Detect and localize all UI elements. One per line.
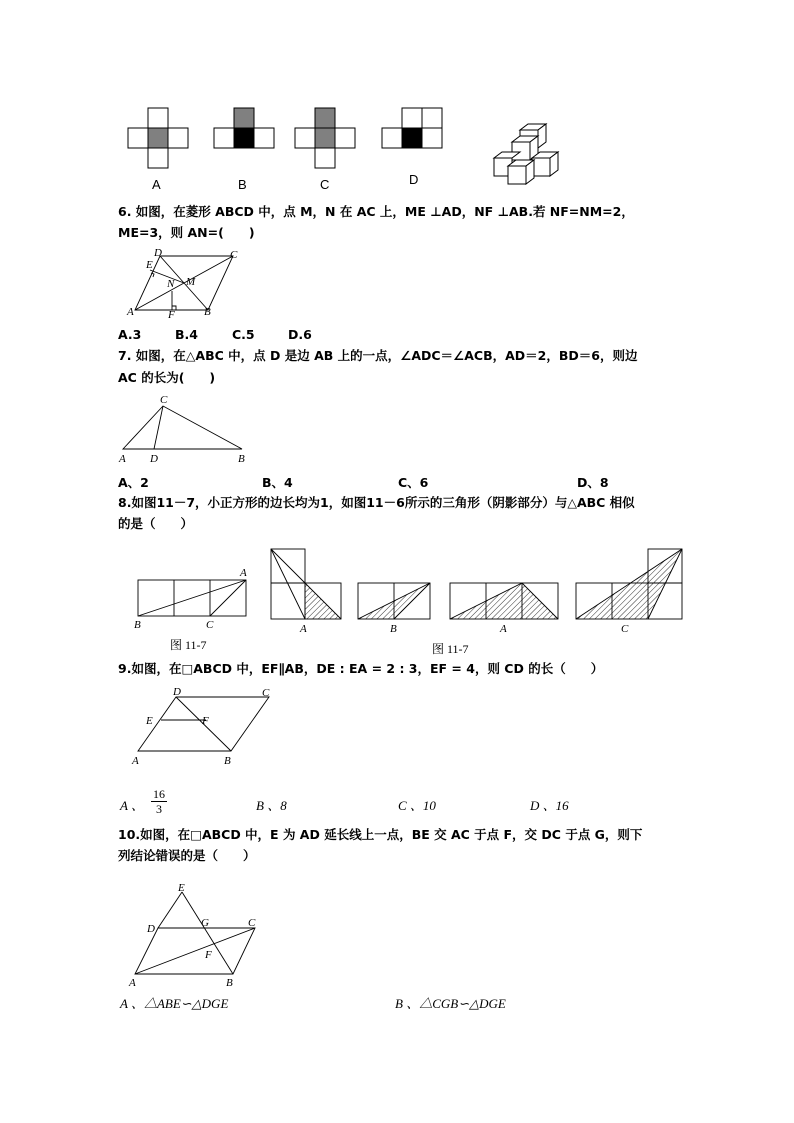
q10-label-g: G <box>201 917 209 929</box>
q9-label-d: D <box>173 686 181 698</box>
q9-label-e: E <box>146 715 153 727</box>
q8-main-label-a: A <box>240 567 247 579</box>
cube-stack-figure <box>492 122 564 186</box>
q9-option-a-fraction <box>151 787 167 816</box>
q9-label-f: F <box>202 715 209 727</box>
q8-option-b-figure <box>357 582 433 636</box>
q9-label-c: C <box>262 687 270 699</box>
q6-option-b[interactable]: B.4 <box>175 327 198 342</box>
q9-option-a-prefix: A 、 <box>120 798 144 813</box>
q10-stem-line2: 列结论错误的是（ ） <box>118 848 256 863</box>
q10-label-b: B <box>226 977 233 989</box>
q6-stem-line2: ME=3，则 AN=( ) <box>118 225 255 240</box>
q6-label-a: A <box>127 306 134 318</box>
q8-option-b-label: B <box>390 623 397 635</box>
q8-figure-abc <box>132 565 254 633</box>
q6-label-b: B <box>204 306 211 318</box>
q7-stem-line1: 7. 如图，在△ABC 中，点 D 是边 AB 上的一点，∠ADC＝∠ACB，AD＝2，BD＝6，则边 <box>118 348 638 363</box>
net-label-d: D <box>409 172 419 187</box>
q7-option-a[interactable]: A、2 <box>118 475 149 490</box>
q9-option-b[interactable]: B 、8 <box>256 798 287 813</box>
q8-option-a-figure <box>270 548 344 636</box>
q9-option-a[interactable] <box>120 795 144 814</box>
net-figure-a <box>128 108 188 170</box>
q6-label-n: N <box>167 278 175 290</box>
net-label-a: A <box>152 177 161 192</box>
q6-label-e: E <box>146 259 153 271</box>
q10-label-d: D <box>147 923 155 935</box>
q6-label-d: D <box>154 247 162 259</box>
net-label-b: B <box>238 177 247 192</box>
q10-option-a[interactable]: A 、△ABE∽△DGE <box>120 996 229 1011</box>
q8-caption-right: 图 11-7 <box>432 642 469 656</box>
q6-option-a[interactable]: A.3 <box>118 327 142 342</box>
q6-rhombus-figure <box>122 246 252 321</box>
q7-option-d[interactable]: D、8 <box>577 475 609 490</box>
q7-stem-line2: AC 的长为( ) <box>118 370 216 385</box>
q9-label-a: A <box>132 755 139 767</box>
q9-option-d[interactable]: D 、16 <box>530 798 569 813</box>
q7-label-c: C <box>160 394 168 406</box>
q8-main-label-c: C <box>206 619 214 631</box>
q7-option-c[interactable]: C、6 <box>398 475 429 490</box>
q9-parallelogram-figure <box>130 685 275 767</box>
q8-stem-line1: 8.如图11－7，小正方形的边长均为1，如图11－6所示的三角形（阴影部分）与△ABC 相似 <box>118 495 635 510</box>
q9-fraction-denominator: 3 <box>156 802 162 816</box>
q6-stem-line1: 6. 如图，在菱形 ABCD 中，点 M，N 在 AC 上，ME ⊥AD，NF ⊥AB.若 NF=NM=2， <box>118 204 634 219</box>
q6-label-c: C <box>230 249 238 261</box>
q8-option-d-figure <box>575 548 685 636</box>
q8-caption-left: 图 11-7 <box>170 638 207 652</box>
q7-triangle-figure <box>118 392 250 464</box>
q8-main-label-b: B <box>134 619 141 631</box>
net-label-c: C <box>320 177 330 192</box>
q10-label-e: E <box>178 882 185 894</box>
q8-stem-line2: 的是（ ） <box>118 516 194 531</box>
q9-stem: 9.如图，在□ABCD 中，EF∥AB，DE : EA = 2 : 3，EF = 4，则 CD 的长（ ） <box>118 661 604 676</box>
q8-option-c-figure <box>449 582 559 636</box>
q8-option-d-label: C <box>621 623 629 635</box>
q10-label-a: A <box>129 977 136 989</box>
q6-label-m: M <box>186 276 196 288</box>
q7-label-b: B <box>238 453 245 465</box>
q8-option-c-label: A <box>500 623 507 635</box>
q6-label-f: F <box>168 309 175 321</box>
q7-option-b[interactable]: B、4 <box>262 475 293 490</box>
q6-option-c[interactable]: C.5 <box>232 327 255 342</box>
q7-label-d: D <box>150 453 158 465</box>
q10-parallelogram-figure <box>125 880 265 990</box>
q10-label-f: F <box>205 949 212 961</box>
net-figure-c <box>295 108 355 170</box>
q9-option-c[interactable]: C 、10 <box>398 798 436 813</box>
q8-option-a-label: A <box>300 623 307 635</box>
q9-fraction-numerator: 16 <box>153 787 165 801</box>
q10-stem-line1: 10.如图，在□ABCD 中，E 为 AD 延长线上一点，BE 交 AC 于点 F，交 DC 于点 G，则下 <box>118 827 643 842</box>
q10-label-c: C <box>248 917 256 929</box>
net-figure-b <box>214 108 274 150</box>
q10-option-b[interactable]: B 、△CGB∽△DGE <box>395 996 506 1011</box>
q9-label-b: B <box>224 755 231 767</box>
q7-label-a: A <box>119 453 126 465</box>
q6-option-d[interactable]: D.6 <box>288 327 312 342</box>
net-figure-d <box>382 108 442 150</box>
